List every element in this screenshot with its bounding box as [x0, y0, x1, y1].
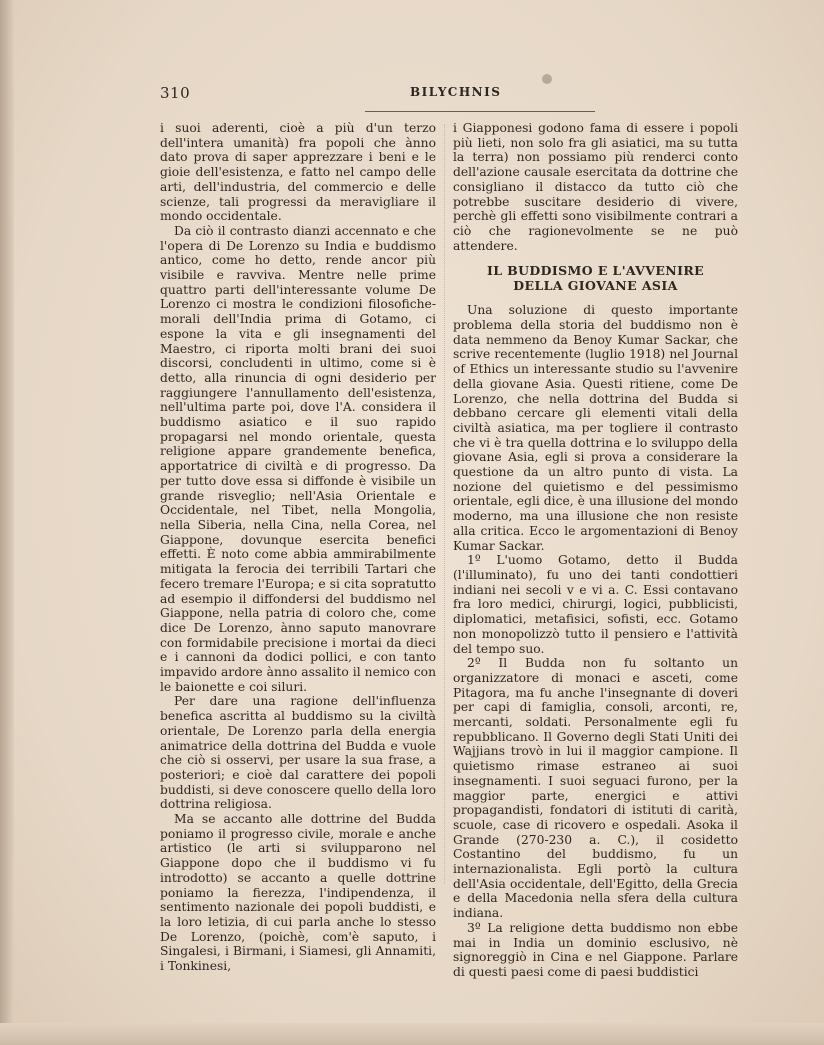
left-paragraph-1: i suoi aderenti, cioè a più d'un terzo dell'intera umanità) fra popoli che ànno dato prova di saper apprezzare i beni e le gioie dell'esistenza, e fatto nel campo delle arti, dell'industria, del commercio e delle scienze, tali progressi da meravigliare il mondo occidentale.: [160, 121, 436, 224]
page-left-edge: [0, 0, 14, 1045]
right-paragraph-1: Una soluzione di questo importante problema della storia del buddismo non è data nemmeno da Benoy Kumar Sackar, che scrive recentemente (luglio 1918) nel Journal of Ethics un interessante studio su l'avvenire della giovane Asia. Questi ritiene, come De Lorenzo, che nella dottrina del Budda si debbano cercare gli elementi vitali della civiltà asiatica, ma per togliere il contrasto che vi è tra quella dottrina e lo sviluppo della giovane Asia, egli si prova a considerare la questione da un altro punto di vista. La nozione del quietismo e del pessimismo orientale, egli dice, è una illusione del mondo moderno, ma una illusione che non resiste alla critica. Ecco le argomentazioni di Benoy Kumar Sackar.: [453, 303, 738, 553]
right-intro-paragraph: i Giapponesi godono fama di essere i popoli più lieti, non solo fra gli asiatici, ma su tutta la terra) non possiamo più renderci conto dell'azione causale esercitata da dottrine che consigliano il distacco da tutto ciò che potrebbe suscitare desiderio di vivere, perchè gli effetti sono visibilmente contrari a ciò che ragionevolmente se ne può attendere.: [453, 121, 738, 253]
left-column: [160, 121, 436, 974]
page-header: [160, 84, 740, 104]
section-heading-line-1: IL BUDDISMO E L'AVVENIRE: [486, 263, 705, 279]
section-heading: [453, 263, 738, 293]
section-heading-line-2: DELLA GIOVANE ASIA: [513, 278, 678, 294]
right-paragraph-3: 2º Il Budda non fu soltanto un organizzatore di monaci e asceti, come Pitagora, ma fu anche l'insegnante di doveri per capi di famiglia, consoli, arconti, re, mercanti, soldati. Personalmente egli fu repubblicano. Il Governo degli Stati Uniti dei Wajjians trovò in lui il maggior campione. Il quietismo rimase estraneo ai suoi insegnamenti. I suoi seguaci furono, per la maggior parte, energici e attivi propagandisti, fondatori di istituti di carità, scuole, case di ricovero e ospedali. Asoka il Grande (270-230 a. C.), il cosidetto Costantino del buddismo, fu un internazionalista. Egli portò la cultura dell'Asia occidentale, dell'Egitto, della Grecia e della Macedonia nella sfera della cultura indiana.: [453, 656, 738, 921]
running-title: BILYCHNIS: [410, 85, 502, 99]
page-bottom-edge: [0, 1023, 824, 1045]
left-paragraph-3: Per dare una ragione dell'influenza benefica ascritta al buddismo su la civiltà orientale, De Lorenzo parla della energia animatrice della dottrina del Budda e vuole che ciò si osservi, per usare la sua frase, a posteriori; e cioè dal carattere dei popoli buddisti, si deve conoscere quello della loro dottrina religiosa.: [160, 694, 436, 812]
column-divider: [444, 124, 445, 884]
page-number: 310: [160, 84, 191, 102]
left-paragraph-4: Ma se accanto alle dottrine del Budda poniamo il progresso civile, morale e anche artistico (le arti si svilupparono nel Giappone dopo che il buddismo vi fu introdotto) se accanto a quelle dottrine poniamo la fierezza, l'indipendenza, il sentimento nazionale dei popoli buddisti, e la loro letizia, di cui parla anche lo stesso De Lorenzo, (poichè, com'è saputo, i Singalesi, i Birmani, i Siamesi, gli Annamiti, i Tonkinesi,: [160, 812, 436, 974]
left-paragraph-2: Da ciò il contrasto dianzi accennato e che l'opera di De Lorenzo su India e buddismo antico, come ho detto, rende ancor più visibile e ravviva. Mentre nelle prime quattro parti dell'interessante volume De Lorenzo ci mostra le condizioni filosofiche-morali dell'India prima di Gotamo, ci espone la vita e gli insegnamenti del Maestro, ci riporta molti brani dei suoi discorsi, concludenti in ultimo, come si è detto, alla rinuncia di ogni desiderio per raggiungere l'annullamento dell'esistenza, nell'ultima parte poi, dove l'A. considera il buddismo asiatico e il suo rapido propagarsi nel mondo orientale, questa religione appare grandemente benefica, apportatrice di civiltà e di progresso. Da per tutto dove essa si diffonde è visibile un grande risveglio; nell'Asia Orientale e Occidentale, nel Tibet, nella Mongolia, nella Siberia, nella Cina, nella Corea, nel Giappone, dovunque esercita benefici effetti. È noto come abbia ammirabilmente mitigata la ferocia dei terribili Tartari che fecero tremare l'Europa; e si cita sopratutto ad esempio il diffondersi del buddismo nel Giappone, nella patria di coloro che, come dice De Lorenzo, ànno saputo manovrare con formidabile precisione i mortai da dieci e i cannoni da dodici pollici, e con tanto impavido ardore ànno assalito il nemico con le baionette e coi siluri.: [160, 223, 436, 694]
right-paragraph-2: 1º L'uomo Gotamo, detto il Budda (l'illuminato), fu uno dei tanti condottieri indiani nei secoli v e vi a. C. Essi contavano fra loro medici, chirurgi, logici, pubblicisti, diplomatici, metafisici, sofisti, ecc. Gotamo non monopolizzò tutto il pensiero e l'attività del tempo suo.: [453, 553, 738, 656]
right-column: [453, 121, 738, 980]
paper-spot: [542, 74, 552, 84]
header-rule: [365, 111, 595, 112]
right-paragraph-4: 3º La religione detta buddismo non ebbe mai in India un dominio esclusivo, nè signoreggiò in Cina e nel Giappone. Parlare di questi paesi come di paesi buddistici: [453, 920, 738, 979]
